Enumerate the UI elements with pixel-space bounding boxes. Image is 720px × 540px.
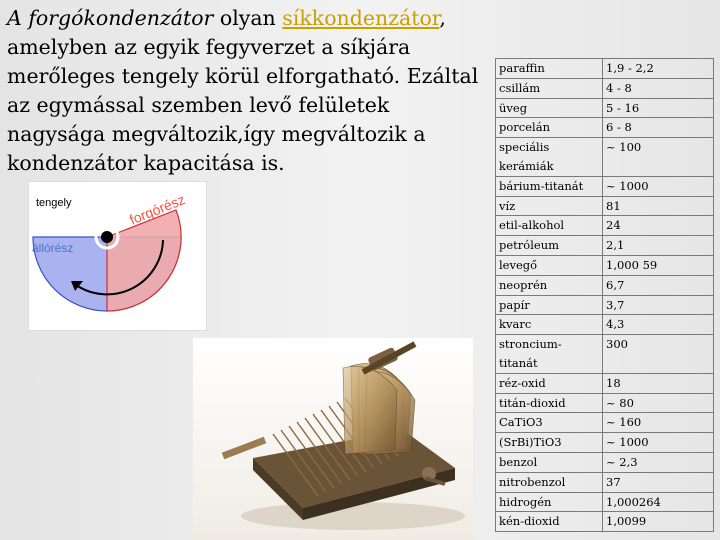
dielectric-constant-table [495,58,714,532]
table-row [496,492,714,512]
intro-text-2: , amelyben az egyik fegyverzet a síkjára merőleges tengely körül elforgatható. Ezáltal az egymással szemben levő felületek nagysága megváltozik,így megváltozik a kondenzátor kapacitása is. [7,6,479,175]
variable-capacitor-photo [193,338,473,540]
permittivity-cell: 1,000264 [603,492,714,512]
material-cell: réz-oxid [496,373,603,393]
table-row [496,512,714,532]
table-row [496,118,714,138]
permittivity-cell: 4,3 [603,315,714,335]
table-row [496,138,714,177]
permittivity-cell: 1,000 59 [603,255,714,275]
permittivity-cell: ~ 2,3 [603,452,714,472]
material-cell: csillám [496,78,603,98]
material-cell: papír [496,295,603,315]
label-axis: tengely [36,197,72,209]
table-row [496,216,714,236]
table-row [496,275,714,295]
permittivity-cell: 5 - 16 [603,98,714,118]
material-cell: hidrogén [496,492,603,512]
permittivity-cell: ~ 80 [603,393,714,413]
intro-text-1: olyan [213,6,283,30]
material-cell: speciális kerámiák [496,138,603,177]
material-cell: titán-dioxid [496,393,603,413]
table-row [496,98,714,118]
material-cell: CaTiO3 [496,413,603,433]
sikkondenzator-link[interactable]: síkkondenzátor [282,6,440,30]
table-row [496,196,714,216]
material-cell: nitrobenzol [496,472,603,492]
permittivity-cell: 300 [603,335,714,374]
table-row [496,452,714,472]
table-row [496,295,714,315]
permittivity-cell: 1,9 - 2,2 [603,59,714,79]
axis-point-icon [101,231,113,243]
material-cell: (SrBi)TiO3 [496,433,603,453]
table-row [496,393,714,413]
permittivity-cell: 1,0099 [603,512,714,532]
table-row [496,255,714,275]
material-cell: levegő [496,255,603,275]
permittivity-cell: 3,7 [603,295,714,315]
material-cell: neoprén [496,275,603,295]
permittivity-cell: 24 [603,216,714,236]
material-cell: paraffin [496,59,603,79]
permittivity-cell: ~ 100 [603,138,714,177]
material-cell: benzol [496,452,603,472]
material-cell: stroncium-titanát [496,335,603,374]
material-cell: petróleum [496,236,603,256]
material-cell: kén-dioxid [496,512,603,532]
material-cell: víz [496,196,603,216]
permittivity-cell: ~ 1000 [603,433,714,453]
capacitor-diagram [28,181,207,331]
table-row [496,59,714,79]
permittivity-cell: 6,7 [603,275,714,295]
permittivity-cell: 2,1 [603,236,714,256]
material-cell: üveg [496,98,603,118]
permittivity-cell: 37 [603,472,714,492]
permittivity-cell: 6 - 8 [603,118,714,138]
intro-paragraph [7,4,487,178]
table-row [496,373,714,393]
table-row [496,433,714,453]
table-row [496,315,714,335]
material-cell: etil-alkohol [496,216,603,236]
material-cell: porcelán [496,118,603,138]
table-row [496,78,714,98]
permittivity-cell: 4 - 8 [603,78,714,98]
intro-term: A forgókondenzátor [7,6,214,30]
permittivity-cell: ~ 1000 [603,176,714,196]
table-row [496,236,714,256]
table-row [496,335,714,374]
permittivity-cell: 81 [603,196,714,216]
permittivity-cell: 18 [603,373,714,393]
table-row [496,413,714,433]
material-cell: bárium-titanát [496,176,603,196]
table-row [496,176,714,196]
label-rotor: forgórész [127,191,188,228]
table-row [496,472,714,492]
permittivity-cell: ~ 160 [603,413,714,433]
label-stator: állórész [32,241,74,255]
material-cell: kvarc [496,315,603,335]
